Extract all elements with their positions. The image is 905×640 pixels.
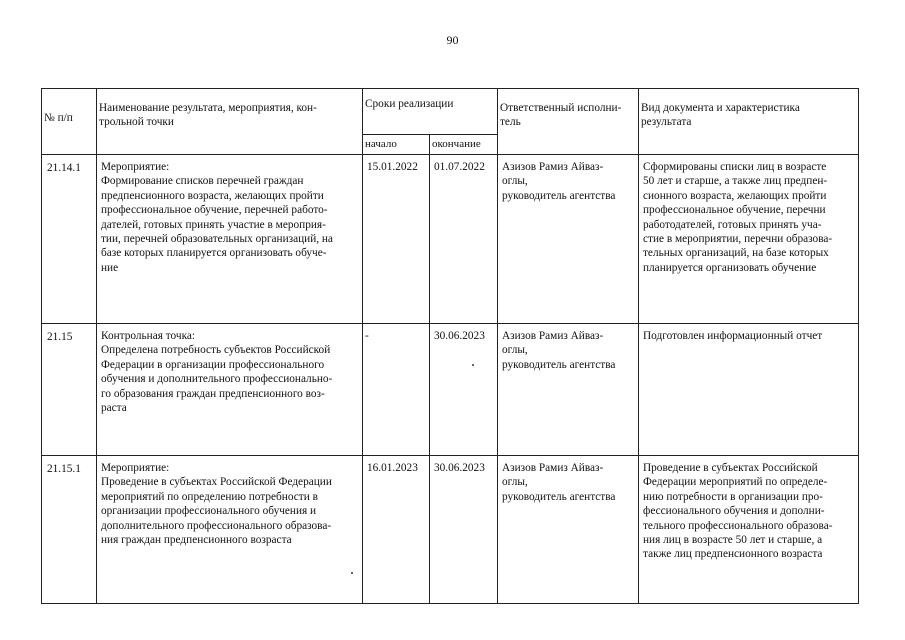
header-name-line: Наименование результата, мероприятия, кон-	[99, 102, 317, 114]
row-name-line: го образования граждан предпенсионного воз-	[101, 387, 325, 400]
row-name-line: тии, перечней образовательных организаций, на	[101, 233, 333, 246]
header-number	[42, 89, 97, 155]
table-header-row	[42, 89, 859, 135]
row-document-line: тельного профессионального образова-	[643, 519, 833, 532]
row-document	[639, 155, 859, 324]
scan-speck	[472, 364, 474, 366]
header-document-line: Вид документа и характеристика	[641, 102, 800, 114]
row-name	[97, 155, 363, 324]
row-document	[639, 456, 859, 604]
row-name-line: профессиональное обучение, перечней работо-	[101, 204, 328, 217]
row-name-line: дополнительного профессионального образова-	[101, 519, 332, 532]
row-document-line: Проведение в субъектах Российской	[643, 462, 818, 474]
row-document-line: сионного возраста, желающих пройти	[643, 189, 827, 202]
row-start-date: 16.01.2023	[363, 456, 430, 604]
header-responsible-line: Ответственный исполни-	[500, 102, 622, 114]
row-document-line: ния лиц в возрасте 50 лет и старше, а	[643, 534, 823, 547]
row-responsible	[498, 324, 639, 456]
row-name	[97, 456, 363, 604]
row-responsible	[498, 456, 639, 604]
row-end-date: 01.07.2022	[430, 155, 498, 324]
page-number: 90	[446, 33, 459, 47]
row-document-line: также лиц предпенсионного возраста	[643, 548, 823, 561]
row-document-line: работодателей, готовых принять уча-	[643, 218, 822, 231]
row-document-line: стие в мероприятии, перечни образова-	[643, 233, 833, 246]
row-responsible-line: Азизов Рамиз Айваз-	[502, 161, 604, 173]
row-document-line: нию потребности в организации про-	[643, 490, 823, 503]
row-name-line: Формирование списков перечней граждан	[101, 175, 304, 188]
activities-table	[41, 88, 859, 604]
row-name-line: Мероприятие:	[101, 462, 170, 474]
row-end-date: 30.06.2023	[430, 324, 498, 456]
row-name-line: Мероприятие:	[101, 161, 170, 173]
row-name-line: базе которых планируется организовать обуче-	[101, 247, 327, 260]
row-name-line: организации профессионального обучения и	[101, 505, 317, 518]
row-responsible-line: руководитель агентства	[502, 490, 616, 503]
row-document-line: Подготовлен информационный отчет	[643, 330, 823, 342]
row-name-line: мероприятий по определению потребности в	[101, 490, 318, 503]
row-document-line: 50 лет и старше, а также лиц предпен-	[643, 175, 828, 188]
scan-speck	[351, 572, 353, 574]
row-responsible-line: Азизов Рамиз Айваз-	[502, 462, 604, 474]
header-dates-label: Сроки реализации	[365, 98, 454, 110]
row-document-line: планируется организовать обучение	[643, 261, 817, 274]
row-number: 21.14.1	[42, 155, 97, 324]
row-start-date: 15.01.2022	[363, 155, 430, 324]
row-responsible-line: руководитель агентства	[502, 189, 616, 202]
row-name-line: предпенсионного возраста, желающих пройти	[101, 189, 324, 202]
row-document	[639, 324, 859, 456]
row-document-line: профессиональное обучение, перечни	[643, 204, 826, 217]
header-document-line: результата	[641, 116, 692, 129]
row-document-line: тельных организаций, на базе которых	[643, 247, 829, 260]
row-name-line: Контрольная точка:	[101, 330, 196, 342]
header-end: окончание	[430, 135, 498, 155]
row-name-line: Федерации в организации профессионального	[101, 358, 325, 371]
row-number: 21.15.1	[42, 456, 97, 604]
header-dates	[363, 89, 498, 135]
row-name-line: обучения и дополнительного профессионально-	[101, 373, 333, 386]
row-name	[97, 324, 363, 456]
row-responsible-line: оглы,	[502, 175, 528, 188]
header-responsible	[498, 89, 639, 155]
row-responsible	[498, 155, 639, 324]
header-name-line: трольной точки	[99, 116, 174, 129]
header-number-label: № п/п	[44, 112, 73, 124]
row-responsible-line: оглы,	[502, 476, 528, 489]
header-name	[97, 89, 363, 155]
row-document-line: фессионального обучения и дополни-	[643, 505, 825, 518]
row-name-line: ние	[101, 261, 119, 274]
row-name-line: раста	[101, 402, 127, 415]
row-number: 21.15	[42, 324, 97, 456]
header-document	[639, 89, 859, 155]
row-start-date: -	[363, 324, 430, 456]
table-row	[42, 456, 859, 604]
table-row	[42, 155, 859, 324]
row-responsible-line: оглы,	[502, 344, 528, 357]
table-row	[42, 324, 859, 456]
row-name-line: Проведение в субъектах Российской Федерации	[101, 476, 332, 489]
header-responsible-line: тель	[500, 116, 521, 129]
row-document-line: Сформированы списки лиц в возрасте	[643, 161, 827, 173]
row-end-date: 30.06.2023	[430, 456, 498, 604]
row-name-line: ния граждан предпенсионного возраста	[101, 534, 292, 547]
row-responsible-line: руководитель агентства	[502, 358, 616, 371]
header-start: начало	[363, 135, 430, 155]
row-name-line: Определена потребность субъектов Российской	[101, 344, 331, 357]
row-responsible-line: Азизов Рамиз Айваз-	[502, 330, 604, 342]
row-document-line: Федерации мероприятий по определе-	[643, 476, 828, 489]
row-name-line: дателей, готовых принять участие в мероприя-	[101, 218, 326, 231]
